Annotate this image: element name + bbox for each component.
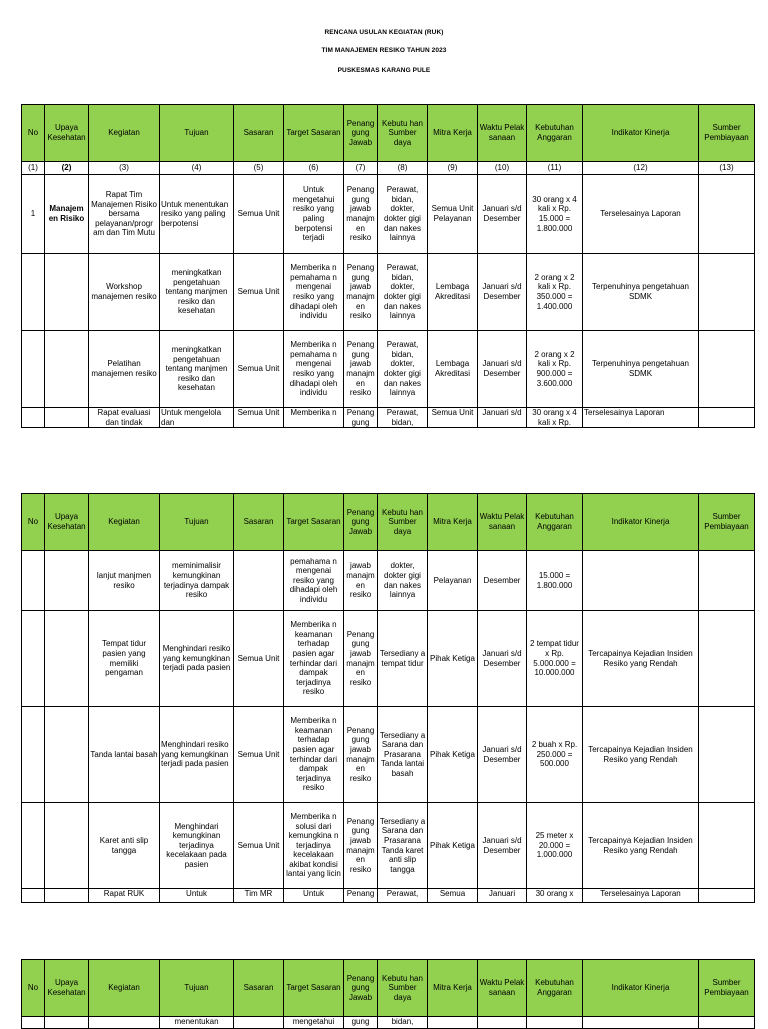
cell-sumber-pembiayaan	[699, 803, 755, 889]
cell-waktu-pelaksanaan: (10)	[478, 162, 527, 175]
cell-upaya-kesehatan	[45, 803, 89, 889]
cell-penanggung-jawab: Penang gung Jawab	[344, 105, 378, 162]
cell-penanggung-jawab: Penang gung	[344, 408, 378, 428]
cell-sasaran	[234, 551, 284, 611]
document-subtitle: TIM MANAJEMEN RESIKO TAHUN 2023	[321, 47, 447, 54]
cell-sasaran: Semua Unit	[234, 611, 284, 707]
cell-no	[22, 1017, 45, 1029]
cell-kegiatan: Rapat evaluasi dan tindak	[89, 408, 160, 428]
cell-waktu-pelaksanaan: Januari s/d Desember	[478, 707, 527, 803]
cell-tujuan: Untuk menentukan resiko yang paling berpotensi	[160, 175, 234, 254]
cell-tujuan: meningkatkan pengetahuan tentang manjmen resiko dan kesehatan	[160, 254, 234, 331]
cell-sumber-pembiayaan	[699, 551, 755, 611]
cell-upaya-kesehatan	[45, 331, 89, 408]
cell-no	[22, 254, 45, 331]
cell-sasaran: Semua Unit	[234, 707, 284, 803]
cell-kebutuhan-sumber-daya: bidan,	[378, 1017, 428, 1029]
cell-waktu-pelaksanaan: Januari s/d Desember	[478, 331, 527, 408]
cell-no	[22, 611, 45, 707]
cell-waktu-pelaksanaan: Januari s/d Desember	[478, 175, 527, 254]
cell-mitra-kerja: Mitra Kerja	[428, 105, 478, 162]
cell-kebutuhan-anggaran: 2 tempat tidur x Rp. 5.000.000 = 10.000.000	[527, 611, 583, 707]
cell-indikator-kinerja: Indikator Kinerja	[583, 960, 699, 1017]
cell-tujuan: Menghindari kemungkinan terjadinya kecelakaan pada pasien	[160, 803, 234, 889]
cell-kebutuhan-sumber-daya: Perawat, bidan, dokter, dokter gigi dan nakes lainnya	[378, 175, 428, 254]
cell-indikator-kinerja: Indikator Kinerja	[583, 494, 699, 551]
cell-upaya-kesehatan: Upaya Kesehatan	[45, 105, 89, 162]
cell-waktu-pelaksanaan: Desember	[478, 551, 527, 611]
table-row	[22, 1017, 755, 1029]
cell-kebutuhan-sumber-daya: dokter, dokter gigi dan nakes lainnya	[378, 551, 428, 611]
cell-penanggung-jawab: Penang gung Jawab	[344, 494, 378, 551]
cell-mitra-kerja: Semua	[428, 889, 478, 903]
cell-waktu-pelaksanaan: Januari s/d Desember	[478, 254, 527, 331]
cell-no: No	[22, 960, 45, 1017]
cell-tujuan: meningkatkan pengetahuan tentang manjmen resiko dan kesehatan	[160, 331, 234, 408]
cell-target-sasaran: Target Sasaran	[284, 105, 344, 162]
cell-kebutuhan-anggaran: 15.000 = 1.800.000	[527, 551, 583, 611]
cell-no: No	[22, 494, 45, 551]
cell-sumber-pembiayaan	[699, 707, 755, 803]
cell-sasaran: Sasaran	[234, 960, 284, 1017]
cell-penanggung-jawab: Penang gung jawab manajm en resiko	[344, 611, 378, 707]
cell-target-sasaran: mengetahui	[284, 1017, 344, 1029]
cell-no	[22, 408, 45, 428]
cell-target-sasaran: Memberika n solusi dari kemungkina n terjadinya kecelakaan akibat kondisi lantai yang licin	[284, 803, 344, 889]
cell-sumber-pembiayaan	[699, 331, 755, 408]
cell-upaya-kesehatan	[45, 408, 89, 428]
cell-kegiatan: Tempat tidur pasien yang memiliki pengaman	[89, 611, 160, 707]
table-row	[22, 408, 755, 428]
cell-kegiatan: Karet anti slip tangga	[89, 803, 160, 889]
cell-kebutuhan-sumber-daya: Tersediany a tempat tidur	[378, 611, 428, 707]
cell-no	[22, 707, 45, 803]
cell-no: (1)	[22, 162, 45, 175]
cell-kegiatan: Kegiatan	[89, 105, 160, 162]
cell-target-sasaran: Untuk mengetahui resiko yang paling berpotensi terjadi	[284, 175, 344, 254]
cell-kebutuhan-anggaran: 30 orang x 4 kali x Rp.	[527, 408, 583, 428]
cell-waktu-pelaksanaan: Waktu Pelak sanaan	[478, 494, 527, 551]
cell-waktu-pelaksanaan: Januari s/d	[478, 408, 527, 428]
cell-indikator-kinerja: Tercapainya Kejadian Insiden Resiko yang Rendah	[583, 803, 699, 889]
cell-waktu-pelaksanaan: Waktu Pelak sanaan	[478, 960, 527, 1017]
cell-indikator-kinerja: (12)	[583, 162, 699, 175]
cell-penanggung-jawab: Penang gung jawab manajm en resiko	[344, 254, 378, 331]
cell-kebutuhan-anggaran: (11)	[527, 162, 583, 175]
cell-sasaran: Semua Unit	[234, 331, 284, 408]
cell-kegiatan: Tanda lantai basah	[89, 707, 160, 803]
cell-mitra-kerja: Pihak Ketiga	[428, 707, 478, 803]
cell-sumber-pembiayaan: Sumber Pembiayaan	[699, 105, 755, 162]
column-number-row	[22, 162, 755, 175]
cell-indikator-kinerja: Indikator Kinerja	[583, 105, 699, 162]
cell-indikator-kinerja: Tercapainya Kejadian Insiden Resiko yang Rendah	[583, 707, 699, 803]
cell-tujuan: Menghindari resiko yang kemungkinan terjadi pada pasien	[160, 611, 234, 707]
table-header-row	[22, 494, 755, 551]
cell-target-sasaran: Memberika n pemahama n mengenai resiko yang dihadapi oleh individu	[284, 331, 344, 408]
table-row	[22, 803, 755, 889]
cell-kebutuhan-anggaran: 30 orang x	[527, 889, 583, 903]
cell-target-sasaran: Memberika n pemahama n mengenai resiko yang dihadapi oleh individu	[284, 254, 344, 331]
cell-sumber-pembiayaan	[699, 1017, 755, 1029]
cell-kebutuhan-sumber-daya: Kebutu han Sumber daya	[378, 960, 428, 1017]
table-row	[22, 889, 755, 903]
cell-mitra-kerja: Mitra Kerja	[428, 960, 478, 1017]
cell-indikator-kinerja: Tercapainya Kejadian Insiden Resiko yang Rendah	[583, 611, 699, 707]
cell-penanggung-jawab: gung	[344, 1017, 378, 1029]
cell-sumber-pembiayaan	[699, 408, 755, 428]
cell-upaya-kesehatan	[45, 1017, 89, 1029]
cell-target-sasaran: Untuk	[284, 889, 344, 903]
cell-penanggung-jawab: jawab manajm en resiko	[344, 551, 378, 611]
cell-indikator-kinerja: Terselesainya Laporan	[583, 175, 699, 254]
cell-penanggung-jawab: Penang gung jawab manajm en resiko	[344, 331, 378, 408]
ruk-table-page-3	[21, 959, 755, 1029]
cell-upaya-kesehatan	[45, 707, 89, 803]
cell-target-sasaran: (6)	[284, 162, 344, 175]
cell-kegiatan	[89, 1017, 160, 1029]
cell-upaya-kesehatan: Manajem en Risiko	[45, 175, 89, 254]
cell-kegiatan: Rapat RUK	[89, 889, 160, 903]
cell-sasaran: Semua Unit	[234, 803, 284, 889]
ruk-table-page-1	[21, 104, 755, 428]
table-row	[22, 254, 755, 331]
cell-waktu-pelaksanaan	[478, 1017, 527, 1029]
cell-sumber-pembiayaan: Sumber Pembiayaan	[699, 494, 755, 551]
cell-mitra-kerja: Semua Unit Pelayanan	[428, 175, 478, 254]
cell-mitra-kerja: Pelayanan	[428, 551, 478, 611]
cell-sasaran: Sasaran	[234, 105, 284, 162]
cell-no	[22, 889, 45, 903]
cell-indikator-kinerja	[583, 551, 699, 611]
cell-mitra-kerja	[428, 1017, 478, 1029]
cell-upaya-kesehatan	[45, 611, 89, 707]
cell-waktu-pelaksanaan: Januari	[478, 889, 527, 903]
cell-kebutuhan-anggaran	[527, 1017, 583, 1029]
cell-kebutuhan-sumber-daya: Perawat,	[378, 889, 428, 903]
cell-mitra-kerja: Pihak Ketiga	[428, 611, 478, 707]
cell-kebutuhan-anggaran: 25 meter x 20.000 = 1.000.000	[527, 803, 583, 889]
cell-indikator-kinerja: Terselesainya Laporan	[583, 408, 699, 428]
cell-kegiatan: Kegiatan	[89, 960, 160, 1017]
cell-no	[22, 551, 45, 611]
cell-kegiatan: (3)	[89, 162, 160, 175]
cell-sasaran: Semua Unit	[234, 175, 284, 254]
cell-tujuan: Menghindari resiko yang kemungkinan terjadi pada pasien	[160, 707, 234, 803]
cell-mitra-kerja: (9)	[428, 162, 478, 175]
cell-tujuan: (4)	[160, 162, 234, 175]
cell-upaya-kesehatan	[45, 889, 89, 903]
cell-sumber-pembiayaan: Sumber Pembiayaan	[699, 960, 755, 1017]
cell-kebutuhan-anggaran: 30 orang x 4 kali x Rp. 15.000 = 1.800.000	[527, 175, 583, 254]
cell-penanggung-jawab: Penang gung jawab manajm en resiko	[344, 175, 378, 254]
cell-waktu-pelaksanaan: Waktu Pelak sanaan	[478, 105, 527, 162]
cell-sasaran: Tim MR	[234, 889, 284, 903]
cell-upaya-kesehatan	[45, 254, 89, 331]
cell-upaya-kesehatan: (2)	[45, 162, 89, 175]
cell-kebutuhan-sumber-daya: Kebutu han Sumber daya	[378, 494, 428, 551]
cell-tujuan: menentukan	[160, 1017, 234, 1029]
document-title: RENCANA USULAN KEGIATAN (RUK)	[324, 29, 444, 36]
cell-sumber-pembiayaan	[699, 611, 755, 707]
table-row	[22, 175, 755, 254]
cell-target-sasaran: Target Sasaran	[284, 960, 344, 1017]
cell-sumber-pembiayaan	[699, 889, 755, 903]
cell-mitra-kerja: Semua Unit	[428, 408, 478, 428]
cell-no: 1	[22, 175, 45, 254]
table-row	[22, 551, 755, 611]
cell-tujuan: meminimalisir kemungkinan terjadinya dampak resiko	[160, 551, 234, 611]
cell-upaya-kesehatan: Upaya Kesehatan	[45, 494, 89, 551]
cell-no	[22, 331, 45, 408]
ruk-table-page-2	[21, 493, 755, 903]
cell-mitra-kerja: Pihak Ketiga	[428, 803, 478, 889]
cell-indikator-kinerja: Terselesainya Laporan	[583, 889, 699, 903]
cell-kebutuhan-anggaran: Kebutuhan Anggaran	[527, 960, 583, 1017]
table-row	[22, 707, 755, 803]
cell-kebutuhan-sumber-daya: Tersediany a Sarana dan Prasarana Tanda karet anti slip tangga	[378, 803, 428, 889]
cell-sasaran: Semua Unit	[234, 408, 284, 428]
cell-mitra-kerja: Lembaga Akreditasi	[428, 254, 478, 331]
cell-kegiatan: Rapat Tim Manajemen Risiko bersama pelayanan/progr am dan Tim Mutu	[89, 175, 160, 254]
cell-kebutuhan-sumber-daya: (8)	[378, 162, 428, 175]
cell-tujuan: Tujuan	[160, 494, 234, 551]
cell-sasaran: (5)	[234, 162, 284, 175]
cell-penanggung-jawab: Penang	[344, 889, 378, 903]
cell-sasaran: Sasaran	[234, 494, 284, 551]
cell-no	[22, 803, 45, 889]
table-header-row	[22, 960, 755, 1017]
table-row	[22, 331, 755, 408]
cell-kebutuhan-anggaran: 2 orang x 2 kali x Rp. 900.000 = 3.600.000	[527, 331, 583, 408]
cell-tujuan: Untuk	[160, 889, 234, 903]
cell-waktu-pelaksanaan: Januari s/d Desember	[478, 803, 527, 889]
cell-sumber-pembiayaan: (13)	[699, 162, 755, 175]
cell-kebutuhan-anggaran: 2 buah x Rp. 250.000 = 500.000	[527, 707, 583, 803]
table-header-row	[22, 105, 755, 162]
cell-tujuan: Tujuan	[160, 105, 234, 162]
cell-kebutuhan-sumber-daya: Perawat, bidan, dokter, dokter gigi dan nakes lainnya	[378, 331, 428, 408]
cell-sumber-pembiayaan	[699, 254, 755, 331]
cell-indikator-kinerja	[583, 1017, 699, 1029]
cell-kegiatan: Pelatihan manajemen resiko	[89, 331, 160, 408]
cell-penanggung-jawab: (7)	[344, 162, 378, 175]
cell-target-sasaran: pemahama n mengenai resiko yang dihadapi oleh individu	[284, 551, 344, 611]
cell-sasaran: Semua Unit	[234, 254, 284, 331]
cell-penanggung-jawab: Penang gung jawab manajm en resiko	[344, 803, 378, 889]
cell-target-sasaran: Memberika n keamanan terhadap pasien agar terhindar dari dampak terjadinya resiko	[284, 707, 344, 803]
cell-kebutuhan-anggaran: 2 orang x 2 kali x Rp. 350.000 = 1.400.000	[527, 254, 583, 331]
cell-no: No	[22, 105, 45, 162]
cell-kegiatan: Workshop manajemen resiko	[89, 254, 160, 331]
cell-sumber-pembiayaan	[699, 175, 755, 254]
cell-indikator-kinerja: Terpenuhinya pengetahuan SDMK	[583, 254, 699, 331]
cell-target-sasaran: Memberika n	[284, 408, 344, 428]
cell-upaya-kesehatan	[45, 551, 89, 611]
cell-kebutuhan-sumber-daya: Perawat, bidan, dokter, dokter gigi dan nakes lainnya	[378, 254, 428, 331]
cell-tujuan: Untuk mengelola dan	[160, 408, 234, 428]
cell-indikator-kinerja: Terpenuhinya pengetahuan SDMK	[583, 331, 699, 408]
cell-upaya-kesehatan: Upaya Kesehatan	[45, 960, 89, 1017]
cell-kebutuhan-sumber-daya: Perawat, bidan,	[378, 408, 428, 428]
cell-kebutuhan-anggaran: Kebutuhan Anggaran	[527, 105, 583, 162]
cell-tujuan: Tujuan	[160, 960, 234, 1017]
cell-waktu-pelaksanaan: Januari s/d Desember	[478, 611, 527, 707]
cell-sasaran	[234, 1017, 284, 1029]
cell-kegiatan: Kegiatan	[89, 494, 160, 551]
cell-target-sasaran: Target Sasaran	[284, 494, 344, 551]
cell-kebutuhan-sumber-daya: Tersediany a Sarana dan Prasarana Tanda lantai basah	[378, 707, 428, 803]
cell-kebutuhan-sumber-daya: Kebutu han Sumber daya	[378, 105, 428, 162]
cell-mitra-kerja: Lembaga Akreditasi	[428, 331, 478, 408]
table-row	[22, 611, 755, 707]
cell-kebutuhan-anggaran: Kebutuhan Anggaran	[527, 494, 583, 551]
cell-penanggung-jawab: Penang gung jawab manajm en resiko	[344, 707, 378, 803]
cell-mitra-kerja: Mitra Kerja	[428, 494, 478, 551]
document-institution: PUSKESMAS KARANG PULE	[337, 67, 431, 74]
cell-kegiatan: lanjut manjmen resiko	[89, 551, 160, 611]
cell-target-sasaran: Memberika n keamanan terhadap pasien agar terhindar dari dampak terjadinya resiko	[284, 611, 344, 707]
cell-penanggung-jawab: Penang gung Jawab	[344, 960, 378, 1017]
